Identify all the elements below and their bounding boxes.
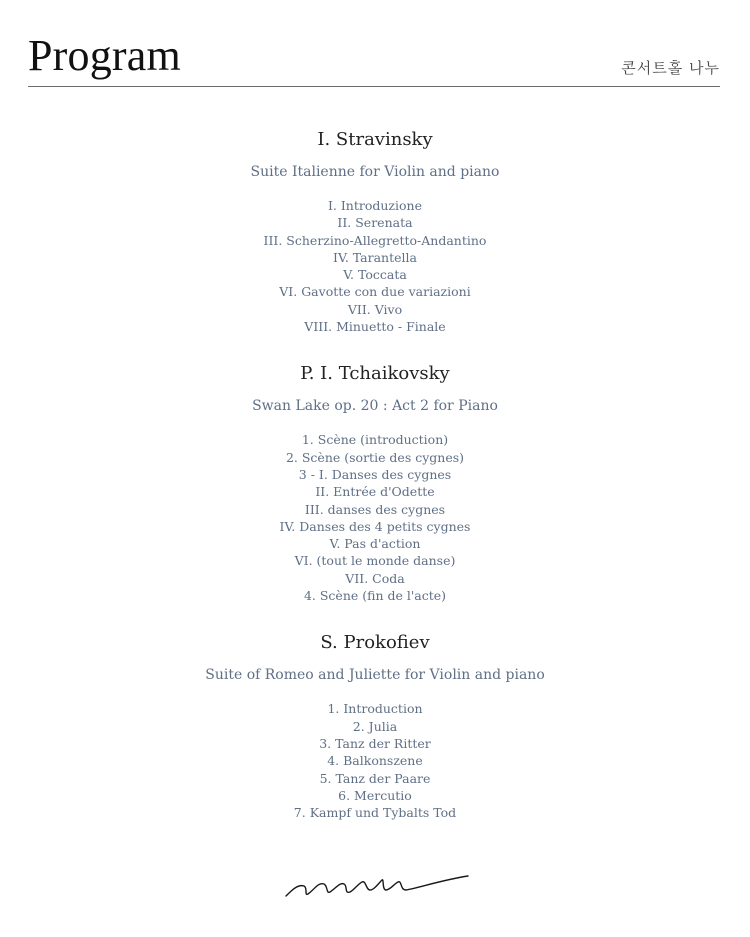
movement-item: I. Introduzione: [327, 198, 422, 213]
movement-item: 2. Scène (sortie des cygnes): [285, 449, 465, 465]
movement-item: VIII. Minuetto - Finale: [304, 319, 446, 335]
movement-item: 2. Julia: [352, 718, 398, 734]
venue-name: 콘서트홀 나누: [621, 59, 720, 77]
movement-item: IV. Tarantella: [333, 249, 417, 265]
movement-item: V. Toccata: [343, 267, 407, 283]
movement-item: 3. Tanz der Ritter: [319, 735, 431, 751]
movement-item: 1. Introduction: [327, 701, 423, 717]
signature-icon: [282, 870, 472, 900]
movement-item: 3 - I. Danses des cygnes: [298, 466, 452, 482]
movement-item: 4. Scène (fin de l'acte): [303, 588, 447, 604]
page-header: [28, 30, 720, 87]
movement-item: III. danses des cygnes: [304, 501, 446, 517]
movement-item: 7. Kampf und Tybalts Tod: [293, 805, 457, 821]
composer-name: P. I. Tchaikovsky: [300, 363, 450, 385]
composer-name: I. Stravinsky: [317, 129, 433, 150]
program-section-stravinsky: [0, 128, 750, 335]
program-list: [0, 128, 750, 848]
movement-item: 1. Scène (introduction): [301, 432, 449, 448]
program-section-prokofiev: [0, 631, 750, 821]
movement-item: 4. Balkonszene: [327, 753, 423, 769]
movement-item: VII. Vivo: [347, 301, 403, 317]
movement-item: VII. Coda: [345, 570, 405, 586]
movement-item: IV. Danses des 4 petits cygnes: [279, 518, 471, 534]
movement-item: 5. Tanz der Paare: [319, 770, 431, 786]
movement-list: [0, 197, 750, 335]
work-title: Swan Lake op. 20 : Act 2 for Piano: [252, 398, 498, 415]
movement-list: [0, 700, 750, 821]
movement-item: II. Entrée d'Odette: [315, 484, 435, 500]
program-section-tchaikovsky: [0, 362, 750, 604]
movement-item: VI. Gavotte con due variazioni: [279, 284, 471, 300]
movement-item: 6. Mercutio: [338, 787, 412, 803]
work-title: Suite of Romeo and Juliette for Violin and piano: [205, 667, 545, 684]
work-title: Suite Italienne for Violin and piano: [250, 164, 500, 180]
movement-item: V. Pas d'action: [329, 536, 421, 552]
composer-name: S. Prokofiev: [320, 632, 430, 654]
movement-item: III. Scherzino-Allegretto-Andantino: [263, 232, 487, 248]
movement-item: VI. (tout le monde danse): [294, 553, 456, 569]
page-title: Program: [28, 31, 181, 80]
movement-list: [0, 431, 750, 604]
movement-item: II. Serenata: [337, 215, 413, 231]
